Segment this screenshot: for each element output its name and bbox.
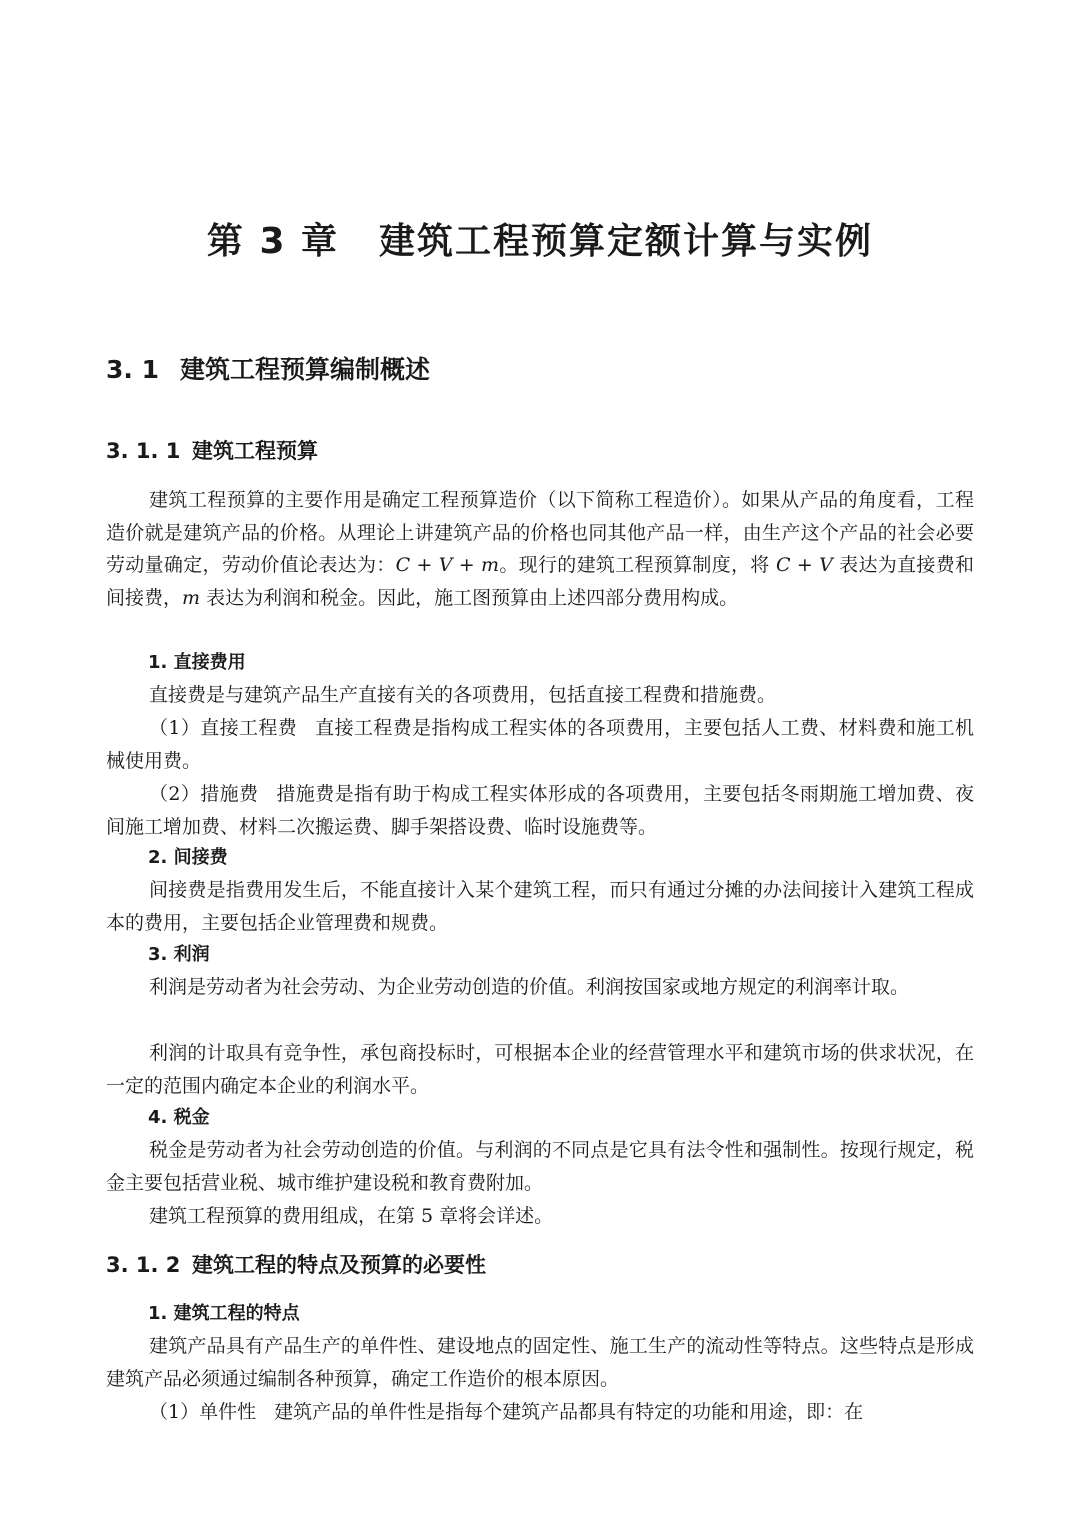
paragraph-uniqueness xyxy=(106,1396,974,1429)
paragraph-profit: 利润是劳动者为社会劳动、为企业劳动创造的价值。利润按国家或地方规定的利润率计取。 xyxy=(149,976,910,998)
paragraph-building-features: 建筑产品具有产品生产的单件性、建设地点的固定性、施工生产的流动性等特点。这些特点是形成建筑产品必须通过编制各种预算，确定工作造价的根本原因。 xyxy=(106,1335,974,1390)
paragraph-profit-competition: 利润的计取具有竞争性，承包商投标时，可根据本企业的经营管理水平和建筑市场的供求状况，在一定的范围内确定本企业的利润水平。 xyxy=(106,1042,974,1097)
section-title: 建筑工程预算编制概述 xyxy=(180,355,431,384)
term-measure-cost: （2）措施费 xyxy=(149,783,259,805)
subsection-title: 建筑工程预算 xyxy=(192,439,318,463)
term-uniqueness: （1）单件性 xyxy=(149,1401,257,1423)
item-heading-indirect-cost: 2. 间接费 xyxy=(148,847,228,868)
paragraph-indirect-cost: 间接费是指费用发生后，不能直接计入某个建筑工程，而只有通过分摊的办法间接计入建筑工程成本的费用，主要包括企业管理费和规费。 xyxy=(106,879,974,934)
measure-cost-text: 措施费是指有助于构成工程实体形成的各项费用，主要包括冬雨期施工增加费、夜间施工增加费、材料二次搬运费、脚手架搭设费、临时设施费等。 xyxy=(106,783,974,838)
item-heading-profit: 3. 利润 xyxy=(148,944,210,965)
intro-text-d: 表达为利润和税金。因此，施工图预算由上述四部分费用构成。 xyxy=(200,586,739,609)
item-heading-tax: 4. 税金 xyxy=(148,1107,210,1128)
intro-text-b: 。现行的建筑工程预算制度，将 xyxy=(499,554,776,576)
formula-cv: C + V xyxy=(775,554,833,576)
uniqueness-text: 建筑产品的单件性是指每个建筑产品都具有特定的功能和用途，即：在 xyxy=(274,1401,864,1423)
paragraph-direct-engineering-cost xyxy=(106,712,974,777)
chapter-title xyxy=(0,218,1080,266)
direct-engineering-cost-text: 直接工程费是指构成工程实体的各项费用，主要包括人工费、材料费和施工机械使用费。 xyxy=(106,717,974,772)
paragraph-direct-cost: 直接费是与建筑产品生产直接有关的各项费用，包括直接工程费和措施费。 xyxy=(149,684,777,706)
subsection-heading-3-1-1 xyxy=(106,436,318,466)
intro-text-a: 建筑工程预算的主要作用是确定工程预算造价（以下简称工程造价）。如果从产品的角度看，工程造价就是建筑产品的价格。从理论上讲建筑产品的价格也同其他产品一样，由生产这个产品的社会必要劳动量确定，劳动价值论表达为： xyxy=(106,489,974,576)
paragraph-measure-cost xyxy=(106,778,974,843)
subsection-title: 建筑工程的特点及预算的必要性 xyxy=(192,1253,486,1277)
subsection-heading-3-1-2 xyxy=(106,1250,486,1280)
paragraph-tax: 税金是劳动者为社会劳动创造的价值。与利润的不同点是它具有法令性和强制性。按现行规定，税金主要包括营业税、城市维护建设税和教育费附加。 xyxy=(106,1139,974,1194)
paragraph-cost-composition-note: 建筑工程预算的费用组成，在第 5 章将会详述。 xyxy=(149,1205,554,1227)
chapter-name: 建筑工程预算定额计算与实例 xyxy=(379,221,874,262)
section-heading-3-1 xyxy=(106,353,430,387)
term-direct-engineering-cost: （1）直接工程费 xyxy=(149,717,298,739)
paragraph-intro xyxy=(106,484,974,614)
formula-m: m xyxy=(182,586,201,609)
subsection-number: 3. 1. 1 xyxy=(106,439,181,463)
item-heading-direct-cost: 1. 直接费用 xyxy=(148,652,246,673)
subsection-number: 3. 1. 2 xyxy=(106,1253,181,1277)
section-number: 3. 1 xyxy=(106,355,159,384)
intro-text-c: 表达为直接费和间接费， xyxy=(106,554,975,609)
formula-cvm: C + V + m xyxy=(395,554,500,576)
chapter-number: 第 3 章 xyxy=(206,221,340,262)
item-heading-building-features: 1. 建筑工程的特点 xyxy=(148,1303,300,1324)
